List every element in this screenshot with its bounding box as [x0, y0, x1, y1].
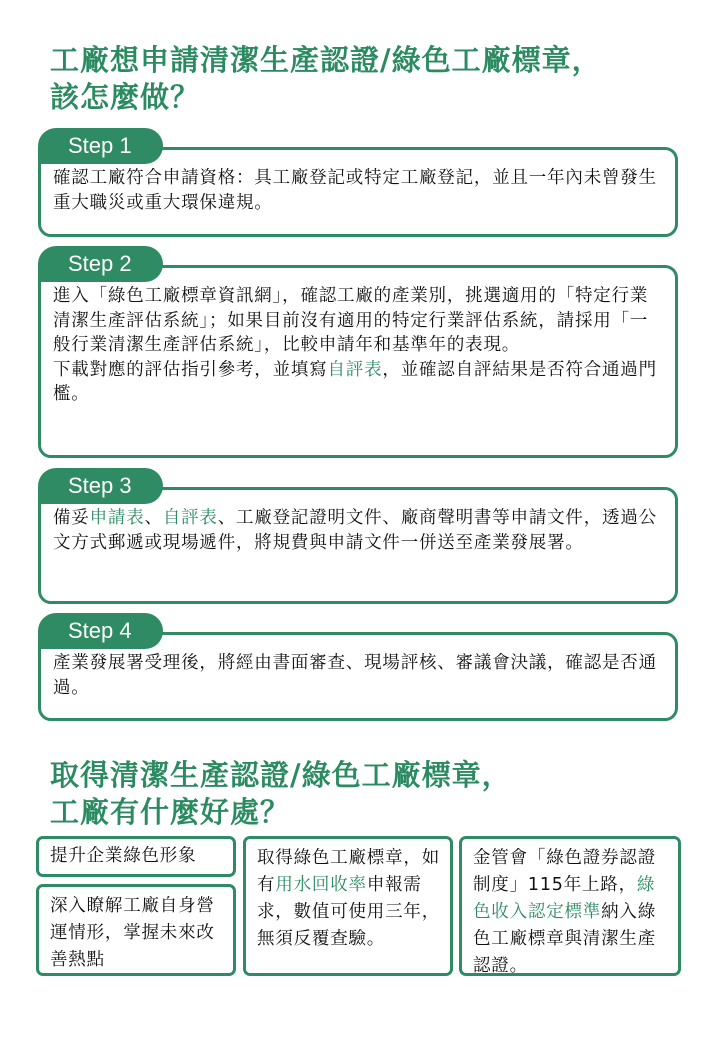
green-income-standard-link[interactable]: 綠色收入認定標準 [473, 875, 656, 922]
title-line: 取得清潔生產認證/綠色工廠標章， [50, 758, 512, 792]
step-3-text-part: 備妥 [53, 508, 90, 528]
step-3-text [53, 506, 661, 555]
benefit-water-recycling [243, 836, 453, 976]
step-2-text: ，並確認自評結果是否符合通過門檻。 [53, 359, 657, 404]
step-2-box [38, 265, 678, 458]
water-recycling-rate-link[interactable]: 用水回收率 [275, 875, 367, 895]
step-3-text-part: 、 [144, 508, 163, 528]
step-1-label: Step 1 [38, 128, 163, 164]
step-2-text: 下載對應的評估指引參考，並填寫 [53, 359, 328, 380]
benefit-text [257, 848, 440, 949]
step-2-label: Step 2 [38, 246, 163, 282]
title-line: 工廠有什麼好處？ [50, 795, 291, 829]
step-4-label: Step 4 [38, 613, 163, 649]
step-4-text: 產業發展署受理後，將經由書面審查、現場評核、審議會決議，確認是否通過。 [53, 653, 657, 698]
step-1-text: 確認工廠符合申請資格：具工廠登記或特定工廠登記，並且一年內未曾發生重大職災或重大環保違規。 [53, 168, 657, 213]
section-title-benefits [50, 757, 512, 831]
benefit-text-part: 納入綠色工廠標章與清潔生產認證。 [473, 902, 657, 976]
step-3-label: Step 3 [38, 468, 163, 504]
title-line: 工廠想申請清潔生產認證/綠色工廠標章， [50, 43, 602, 77]
self-assessment-form-link[interactable]: 自評表 [162, 508, 218, 528]
title-line: 該怎麼做？ [50, 80, 201, 114]
benefit-understand-operations [36, 884, 236, 976]
benefit-text-part: 取得綠色工廠標章，如有 [257, 848, 440, 895]
step-3-text-part: 、工廠登記證明文件、廠商聲明書等申請文件，透過公文方式郵遞或現場遞件，將規費與申請文件一併送至產業發展署。 [53, 508, 657, 553]
benefit-green-securities [459, 836, 681, 976]
benefit-text-part: 申報需求，數值可使用三年，無須反覆查驗。 [257, 875, 440, 949]
step-2-paragraph-2 [53, 358, 661, 407]
benefit-text: 提升企業綠色形象 [50, 846, 197, 866]
application-form-link[interactable]: 申請表 [89, 508, 145, 528]
self-assessment-form-link[interactable]: 自評表 [327, 359, 383, 380]
section-title-how-to-apply [50, 42, 602, 116]
benefit-text [473, 848, 656, 976]
benefit-text-part: 金管會「綠色證券認證制度」115年上路， [473, 848, 656, 895]
benefit-text: 深入瞭解工廠自身營運情形，掌握未來改善熱點 [50, 896, 215, 970]
step-3-box [38, 487, 678, 604]
step-2-paragraph-1: 進入「綠色工廠標章資訊網」，確認工廠的產業別，挑選適用的「特定行業清潔生產評估系統」；如果目前沒有適用的特定行業評估系統，請採用「一般行業清潔生產評估系統」，比較申請年和基準年的表現。 [53, 286, 649, 355]
benefit-green-image [36, 836, 236, 877]
